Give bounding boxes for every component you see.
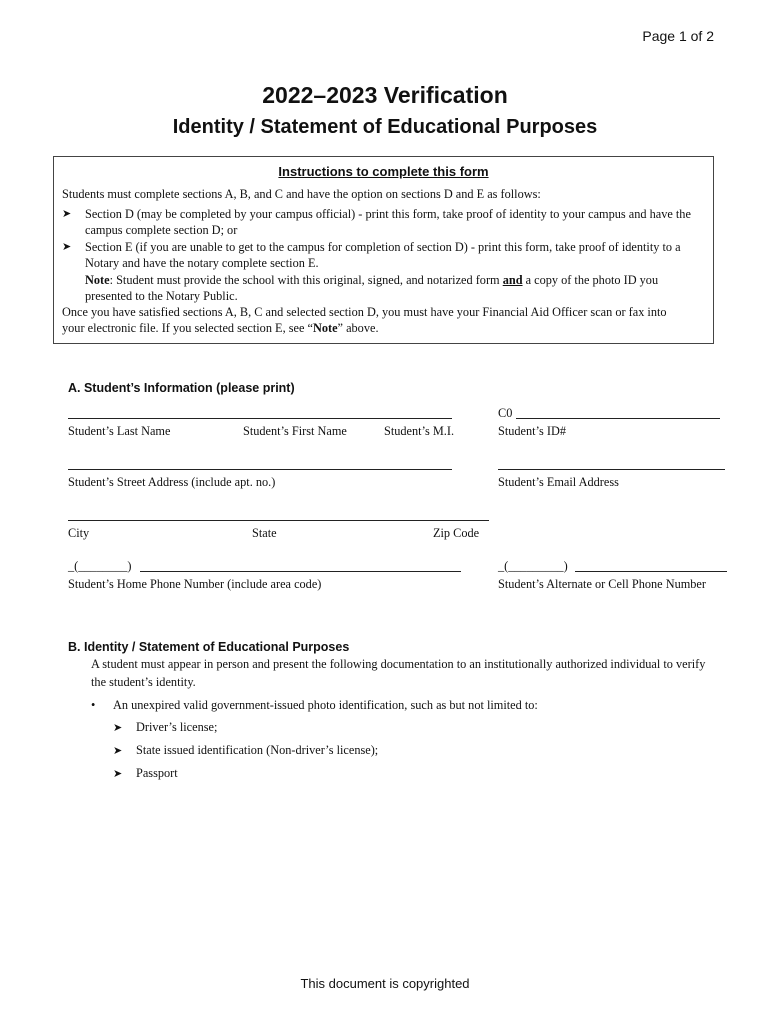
arrow-bullet-icon: ➤: [62, 208, 72, 220]
note-and: and: [502, 273, 523, 287]
section-b-paragraph-cont: the student’s identity.: [91, 675, 196, 689]
form-subtitle: Identity / Statement of Educational Purposes: [172, 116, 598, 138]
id-option-item: State issued identification (Non-driver’s license);: [136, 743, 379, 757]
last-name-label: Student’s Last Name: [68, 424, 171, 438]
arrow-bullet-icon: ➤: [113, 745, 123, 757]
alt-phone-prefix: _(_________): [498, 559, 568, 573]
student-id-field[interactable]: [516, 418, 720, 419]
mi-label: Student’s M.I.: [384, 424, 455, 438]
arrow-bullet-icon: ➤: [113, 768, 123, 780]
student-id-label: Student’s ID#: [498, 424, 566, 438]
id-option-item: Driver’s license;: [136, 720, 218, 734]
bullet-icon: •: [91, 698, 96, 712]
instructions-box: [53, 156, 714, 344]
home-phone-field[interactable]: [140, 571, 461, 572]
city-state-zip-field[interactable]: [68, 520, 489, 521]
email-label: Student’s Email Address: [498, 475, 619, 489]
id-prefix: C0: [498, 406, 513, 420]
note-line: Note: Student must provide the school with this original, signed, and notarized form and a copy of the photo ID you: [85, 273, 659, 287]
closing-line: Once you have satisfied sections A, B, C and selected section D, you must have your Financial Aid Officer scan or fax into: [62, 305, 667, 319]
instructions-heading: Instructions to complete this form: [278, 164, 489, 179]
section-d-instruction: Section D (may be completed by your campus official) - print this form, take proof of identity to your campus and have the: [85, 207, 691, 221]
arrow-bullet-icon: ➤: [113, 722, 123, 734]
name-field[interactable]: [68, 418, 452, 419]
id-option-item: Passport: [136, 766, 178, 780]
email-field[interactable]: [498, 469, 725, 470]
section-b-heading: B. Identity / Statement of Educational Purposes: [68, 640, 350, 654]
page-number: Page 1 of 2: [642, 28, 714, 44]
note-line-cont: presented to the Notary Public.: [85, 289, 238, 303]
street-address-label: Student’s Street Address (include apt. no.): [68, 475, 276, 489]
state-label: State: [252, 526, 277, 540]
copyright-footer: This document is copyrighted: [300, 976, 470, 991]
first-name-label: Student’s First Name: [243, 424, 347, 438]
closing-line-cont: your electronic file. If you selected section E, see “Note” above.: [62, 321, 379, 335]
section-d-instruction-cont: campus complete section D; or: [85, 223, 238, 237]
form-title: 2022–2023 Verification: [262, 82, 508, 108]
section-a-heading: A. Student’s Information (please print): [68, 381, 295, 395]
city-label: City: [68, 526, 90, 540]
home-phone-prefix: _(________): [68, 559, 132, 573]
note-label: Note: [85, 273, 110, 287]
section-b-paragraph: A student must appear in person and present the following documentation to an institutionally authorized individual to verify: [91, 657, 706, 671]
zip-label: Zip Code: [433, 526, 480, 540]
arrow-bullet-icon: ➤: [62, 241, 72, 253]
section-e-instruction: Section E (if you are unable to get to the campus for completion of section D) - print this form, take proof of identity to a: [85, 240, 681, 254]
street-address-field[interactable]: [68, 469, 452, 470]
home-phone-label: Student’s Home Phone Number (include area code): [68, 577, 322, 591]
photo-id-requirement: An unexpired valid government-issued photo identification, such as but not limited to:: [113, 698, 538, 712]
instructions-intro: Students must complete sections A, B, and C and have the option on sections D and E as follows:: [62, 187, 541, 201]
alt-phone-field[interactable]: [575, 571, 727, 572]
alt-phone-label: Student’s Alternate or Cell Phone Number: [498, 577, 706, 591]
section-e-instruction-cont: Notary and have the notary complete section E.: [85, 256, 319, 270]
